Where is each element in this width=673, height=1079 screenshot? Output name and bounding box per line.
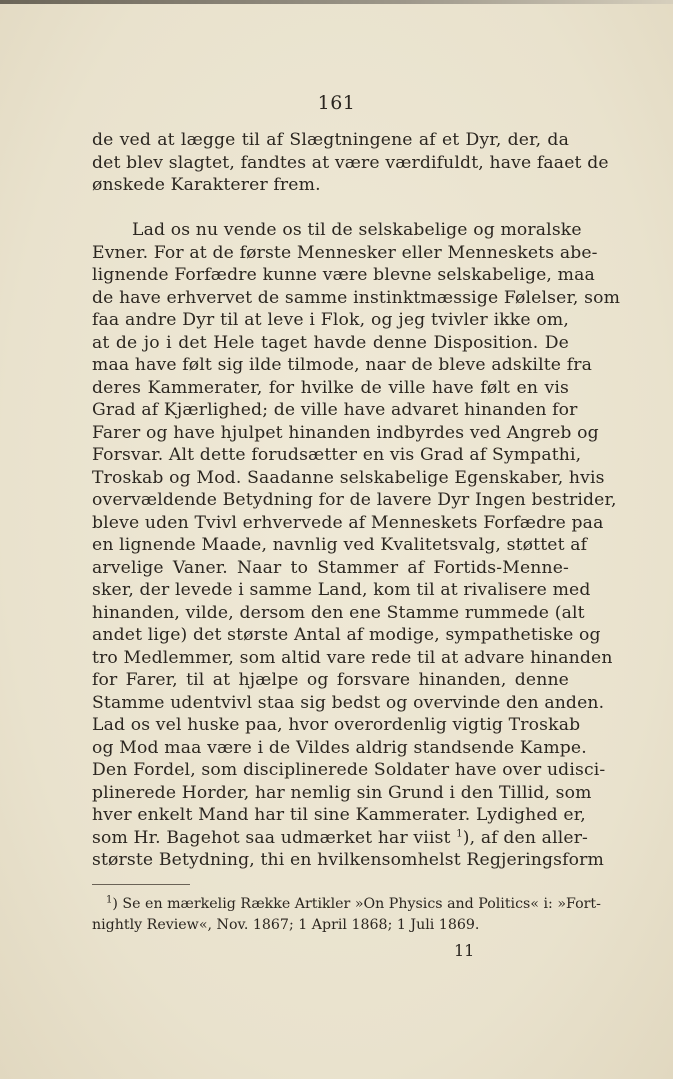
text-line: de have erhvervet de samme instinktmæssige Følelser, som <box>92 287 621 308</box>
text-line-with-footnote-ref <box>92 827 589 850</box>
footnote-line <box>92 894 601 915</box>
text-line: de ved at lægge til af Slægtningene af et Dyr, der, da <box>92 130 569 150</box>
text-line: tro Medlemmer, som altid vare rede til at advare hinanden <box>92 647 613 668</box>
paragraph-gap <box>92 197 569 220</box>
signature-mark: 11 <box>454 941 475 960</box>
text-segment: ), af den aller- <box>462 827 589 848</box>
text-line: Grad af Kjærlighed; de ville have advaret hinanden for <box>92 400 578 420</box>
text-line: hinanden, vilde, dersom den ene Stamme rummede (alt <box>92 602 585 623</box>
text-line: Evner. For at de første Mennesker eller Menneskets abe- <box>92 242 598 263</box>
footnote-line: nightly Review«, Nov. 1867; 1 April 1868; 1 Juli 1869. <box>92 917 480 933</box>
footnote-text: ) Se en mærkelig Række Artikler »On Physics and Politics« i: »Fort- <box>112 896 601 912</box>
text-line: maa have følt sig ilde tilmode, naar de bleve adskilte fra <box>92 355 592 375</box>
text-line: for Farer, til at hjælpe og forsvare hinanden, denne <box>92 670 569 690</box>
text-segment: som Hr. Bagehot saa udmærket har viist <box>92 827 451 848</box>
text-line: plinerede Horder, har nemlig sin Grund i den Tillid, som <box>92 782 592 803</box>
text-line: hver enkelt Mand har til sine Kammerater. Lydighed er, <box>92 805 586 825</box>
text-line: Forsvar. Alt dette forudsætter en vis Grad af Sympathi, <box>92 445 582 465</box>
text-line: Lad os vel huske paa, hvor overordenlig vigtig Troskab <box>92 715 581 735</box>
text-line: Den Fordel, som disciplinerede Soldater have over udisci- <box>92 760 606 780</box>
text-line: lignende Forfædre kunne være blevne selskabelige, maa <box>92 265 595 285</box>
text-line: en lignende Maade, navnlig ved Kvalitetsvalg, støttet af <box>92 535 588 555</box>
text-line: største Betydning, thi en hvilkensomhelst Regjeringsform <box>92 850 604 870</box>
text-line: det blev slagtet, fandtes at være værdifuldt, have faaet de <box>92 152 609 173</box>
text-line: Farer og have hjulpet hinanden indbyrdes ved Angreb og <box>92 422 599 443</box>
text-line: faa andre Dyr til at leve i Flok, og jeg tvivler ikke om, <box>92 310 569 330</box>
top-edge-rule <box>0 0 673 4</box>
text-line: ønskede Karakterer frem. <box>92 175 321 195</box>
page-number: 161 <box>317 92 356 114</box>
footnote-reference: 1 <box>456 827 463 839</box>
footnote-divider <box>92 884 190 885</box>
text-line: og Mod maa være i de Vildes aldrig standsende Kampe. <box>92 737 587 758</box>
footnote-marker: 1 <box>106 894 113 906</box>
text-line: deres Kammerater, for hvilke de ville have følt en vis <box>92 377 569 398</box>
text-line: at de jo i det Hele taget havde denne Disposition. De <box>92 332 569 353</box>
text-line: bleve uden Tvivl erhvervede af Menneskets Forfædre paa <box>92 512 604 533</box>
text-line: Stamme udentvivl staa sig bedst og overvinde den anden. <box>92 692 605 713</box>
text-line: Lad os nu vende os til de selskabelige og moralske <box>132 220 582 240</box>
text-line: overvældende Betydning for de lavere Dyr Ingen bestrider, <box>92 490 617 510</box>
text-line: arvelige Vaner. Naar to Stammer af Fortids-Menne- <box>92 557 569 578</box>
footnote <box>92 894 601 936</box>
text-line: Troskab og Mod. Saadanne selskabelige Egenskaber, hvis <box>92 467 605 488</box>
body-text <box>92 129 621 872</box>
text-line: andet lige) det største Antal af modige, sympathetiske og <box>92 625 601 645</box>
text-line: sker, der levede i samme Land, kom til at rivalisere med <box>92 580 591 600</box>
